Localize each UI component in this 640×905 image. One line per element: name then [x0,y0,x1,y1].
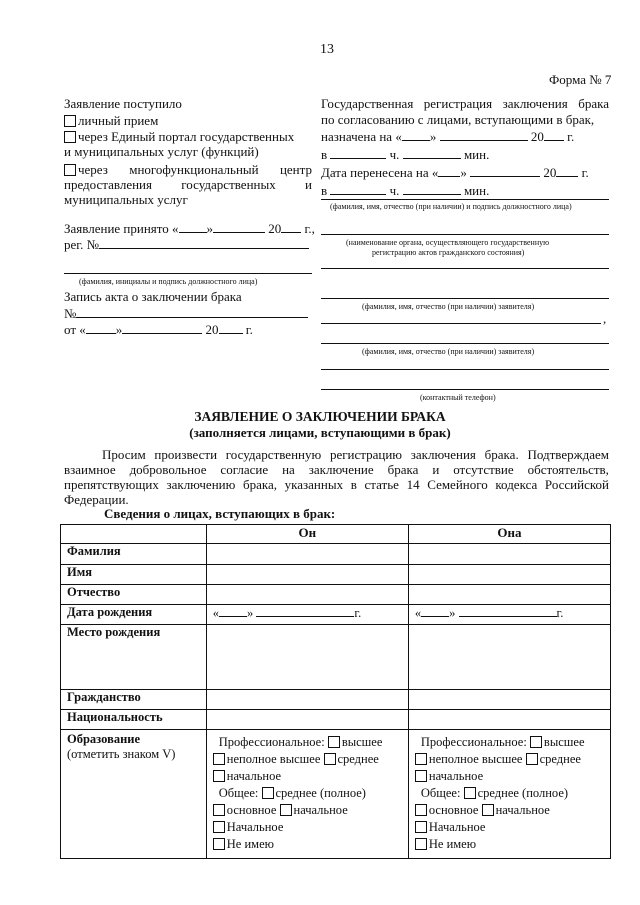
mfc-w2: многофункциональный [129,162,259,177]
edu-basic: основное [428,803,479,817]
row-education [61,730,207,859]
received-title: Заявление поступило [64,96,182,111]
moved-year-field[interactable] [556,165,578,177]
edu-initial: начальное [428,769,484,783]
cap-org-1: (наименование органа, осуществляющего государственную [346,238,550,247]
moved-hour-field[interactable] [330,183,386,195]
she-surname[interactable] [408,544,610,565]
right-l5-suffix: г. [581,165,589,180]
he-surname[interactable] [206,544,408,565]
scheduled-hour-field[interactable] [330,147,386,159]
form-number: Форма № 7 [549,72,612,87]
date-close: » [247,606,254,620]
row-surname: Фамилия [61,544,207,565]
persons-table [60,524,611,859]
cap-phone: (контактный телефон) [420,393,496,402]
col-he: Он [206,525,408,544]
mfc-w1: через [78,162,108,177]
mfc-l2-w2: государственных [181,177,276,192]
act-record-date [64,322,253,337]
accepted-prefix: Заявление принято « [64,221,179,236]
cap-official-right: (фамилия, имя, отчество (при наличии) и подпись должностного лица) [330,202,572,211]
moved-month-field[interactable] [470,165,540,177]
she-education [408,730,610,859]
option-portal [64,129,312,159]
edu-general: Общее: [420,786,461,800]
she-initial-checkbox[interactable] [415,770,427,782]
w: на [282,462,295,477]
official-caption: (фамилия, инициалы и подпись должностного лица) [79,277,258,286]
edu-secondary-full: среднее (полное) [275,786,366,800]
w: Просим [102,447,146,462]
mfc-checkbox[interactable] [64,164,76,176]
cap-org-2: регистрацию актов гражданского состояния) [372,248,525,257]
act-month-field[interactable] [122,322,202,334]
she-month-year[interactable] [459,605,557,617]
row-patronymic: Отчество [61,585,207,605]
he-education [206,730,408,859]
date-open: « [414,606,422,620]
section-title: Сведения о лицах, вступающих в брак: [104,506,336,521]
w: регистрацию [329,447,403,462]
scheduled-min-field[interactable] [403,147,461,159]
right-l3-suffix: г. [567,129,575,144]
w: обстоятельств, [527,462,609,477]
she-higher-checkbox[interactable] [530,736,542,748]
edu-basic: основное [226,803,277,817]
w: кодекса [495,477,538,492]
he-secondary-checkbox[interactable] [324,753,336,765]
she-secondary-full-checkbox[interactable] [464,787,476,799]
she-incomplete-checkbox[interactable] [415,753,427,765]
act-day-field[interactable] [86,322,116,334]
accepted-day-field[interactable] [179,221,207,233]
w: согласие [220,462,269,477]
she-initial-general-checkbox[interactable] [482,804,494,816]
he-month-year[interactable] [256,605,354,617]
edu-prof: Профессиональное: [218,735,325,749]
he-citizenship[interactable] [206,690,408,710]
edu-secondary-full: среднее (полное) [477,786,569,800]
reg-no-label: рег. № [64,237,100,252]
he-primary-checkbox[interactable] [213,821,225,833]
row-nationality: Национальность [61,710,207,730]
he-birth-date[interactable] [206,605,408,625]
mfc-l2-w3: и [305,177,312,192]
w: Семейного [427,477,488,492]
he-patronymic[interactable] [206,585,408,605]
right-l1-w3: заключения [502,96,568,111]
right-l3-prefix: назначена на « [321,129,402,144]
edu-primary: Начальное [428,820,486,834]
w: брака, [242,477,277,492]
edu-initial: начальное [226,769,282,783]
she-citizenship[interactable] [408,690,610,710]
w: в [350,477,357,492]
w: брака [387,462,419,477]
w: государственную [225,447,322,462]
body-paragraph [64,447,609,507]
w: Подтверждаем [527,447,609,462]
moved-min-field[interactable] [403,183,461,195]
w: заключение [308,462,374,477]
he-initial-general-checkbox[interactable] [280,804,292,816]
right-l5-mid: » [460,165,467,180]
right-l5-prefix: Дата перенесена на « [321,165,439,180]
body-line-4: Федерации. [64,492,129,507]
right-l3-year: 20 [530,129,544,144]
scheduled-day-field[interactable] [402,129,430,141]
he-none-checkbox[interactable] [213,838,225,850]
he-birth-place[interactable] [206,625,408,690]
she-nationality[interactable] [408,710,610,730]
right-block [321,96,609,198]
option-portal-label-2: и муниципальных услуг (функций) [64,144,259,159]
page-number: 13 [320,42,334,57]
right-l6-suffix: мин. [463,183,490,198]
edu-secondary: среднее [337,752,379,766]
reg-no-field[interactable] [99,237,309,249]
act-year-field[interactable] [219,322,243,334]
w: 14 [406,477,420,492]
edu-primary: Начальное [226,820,284,834]
he-day[interactable] [219,605,247,617]
right-l6-prefix: в [321,183,328,198]
w: отсутствие [453,462,514,477]
he-nationality[interactable] [206,710,408,730]
she-day[interactable] [421,605,449,617]
option-portal-label-1: через Единый портал государственных [78,129,295,144]
date-suffix: г. [354,606,362,620]
education-note: (отметить знаком V) [67,747,176,761]
right-l4-suffix: мин. [463,147,490,162]
he-name[interactable] [206,565,408,585]
option-personal-label: личный прием [78,113,159,128]
mfc-w3: центр [279,162,312,177]
act-year-prefix: 20 [205,322,219,337]
edu-prof: Профессиональное: [420,735,527,749]
date-open: « [212,606,220,620]
she-birth-date[interactable] [408,605,610,625]
edu-none: Не имею [428,837,477,851]
accepted-year-field[interactable] [281,221,301,233]
w: препятствующих [64,477,159,492]
option-mfc [64,162,312,207]
w: добровольное [129,462,207,477]
row-birth-date: Дата рождения [61,605,207,625]
row-birth-place: Место рождения [61,625,207,690]
portal-checkbox[interactable] [64,131,76,143]
act-date-prefix: от « [64,322,86,337]
he-secondary-full-checkbox[interactable] [262,787,274,799]
she-basic-checkbox[interactable] [415,804,427,816]
edu-incomplete: неполное высшее [428,752,523,766]
he-higher-checkbox[interactable] [328,736,340,748]
w: статье [364,477,399,492]
w: заключению [166,477,236,492]
option-personal [64,113,158,128]
w: взаимное [64,462,116,477]
right-l1-w1: Государственная [321,96,414,111]
edu-incomplete: неполное высшее [226,752,321,766]
right-l1-w2: регистрация [423,96,493,111]
edu-secondary: среднее [539,752,581,766]
edu-initial-general: начальное [495,803,550,817]
right-l1-w4: брака [578,96,609,111]
she-patronymic[interactable] [408,585,610,605]
edu-none: Не имею [226,837,274,851]
act-no-field[interactable] [76,306,308,318]
reg-no-line [64,237,309,252]
cap-applicant-1: (фамилия, имя, отчество (при наличии) заявителя) [362,302,535,311]
she-name[interactable] [408,565,610,585]
comma: , [603,311,607,326]
right-l5-year: 20 [543,165,557,180]
document-subtitle: (заполняется лицами, вступающими в брак) [189,425,451,440]
act-record-no [64,306,308,321]
scheduled-year-field[interactable] [544,129,564,141]
he-initial-checkbox[interactable] [213,770,225,782]
she-primary-checkbox[interactable] [415,821,427,833]
date-suffix: г. [556,606,564,620]
he-basic-checkbox[interactable] [213,804,225,816]
she-none-checkbox[interactable] [415,838,427,850]
right-l4-prefix: в [321,147,328,162]
col-she: Она [408,525,610,544]
he-incomplete-checkbox[interactable] [213,753,225,765]
w: заключения [410,447,476,462]
right-l6-mid: ч. [389,183,400,198]
w: брака. [484,447,519,462]
act-date-suffix: г. [245,322,253,337]
right-l3-mid: » [429,129,437,144]
edu-general: Общее: [218,786,259,800]
accepted-month-field[interactable] [213,221,265,233]
row-citizenship: Гражданство [61,690,207,710]
edu-initial-general: начальное [293,803,348,817]
she-secondary-checkbox[interactable] [526,753,538,765]
w: Российской [544,477,609,492]
accepted-line [64,221,315,236]
act-date-mid: » [115,322,123,337]
w: и [432,462,440,477]
accepted-suffix: г., [304,221,315,236]
personal-checkbox[interactable] [64,115,76,127]
w: указанных [284,477,344,492]
act-no-label: № [64,306,77,321]
she-birth-place[interactable] [408,625,610,690]
row-name: Имя [61,565,207,585]
education-label: Образование [67,732,141,746]
accepted-year-prefix: 20 [268,221,282,236]
scheduled-month-field[interactable] [440,129,528,141]
accepted-mid: » [206,221,214,236]
mfc-l3: муниципальных услуг [64,192,188,207]
cap-applicant-2: (фамилия, имя, отчество (при наличии) заявителя) [362,347,535,356]
right-l2: по согласованию с лицами, вступающими в брак, [321,112,595,127]
act-record-title: Запись акта о заключении брака [64,289,242,304]
edu-higher: высшее [341,735,383,749]
moved-day-field[interactable] [438,165,460,177]
edu-higher: высшее [543,735,585,749]
right-l4-mid: ч. [389,147,400,162]
date-close: » [449,606,456,620]
mfc-l2-w1: предоставления [64,177,152,192]
w: произвести [154,447,218,462]
header-empty [61,525,207,544]
document-title: ЗАЯВЛЕНИЕ О ЗАКЛЮЧЕНИИ БРАКА [194,409,446,424]
